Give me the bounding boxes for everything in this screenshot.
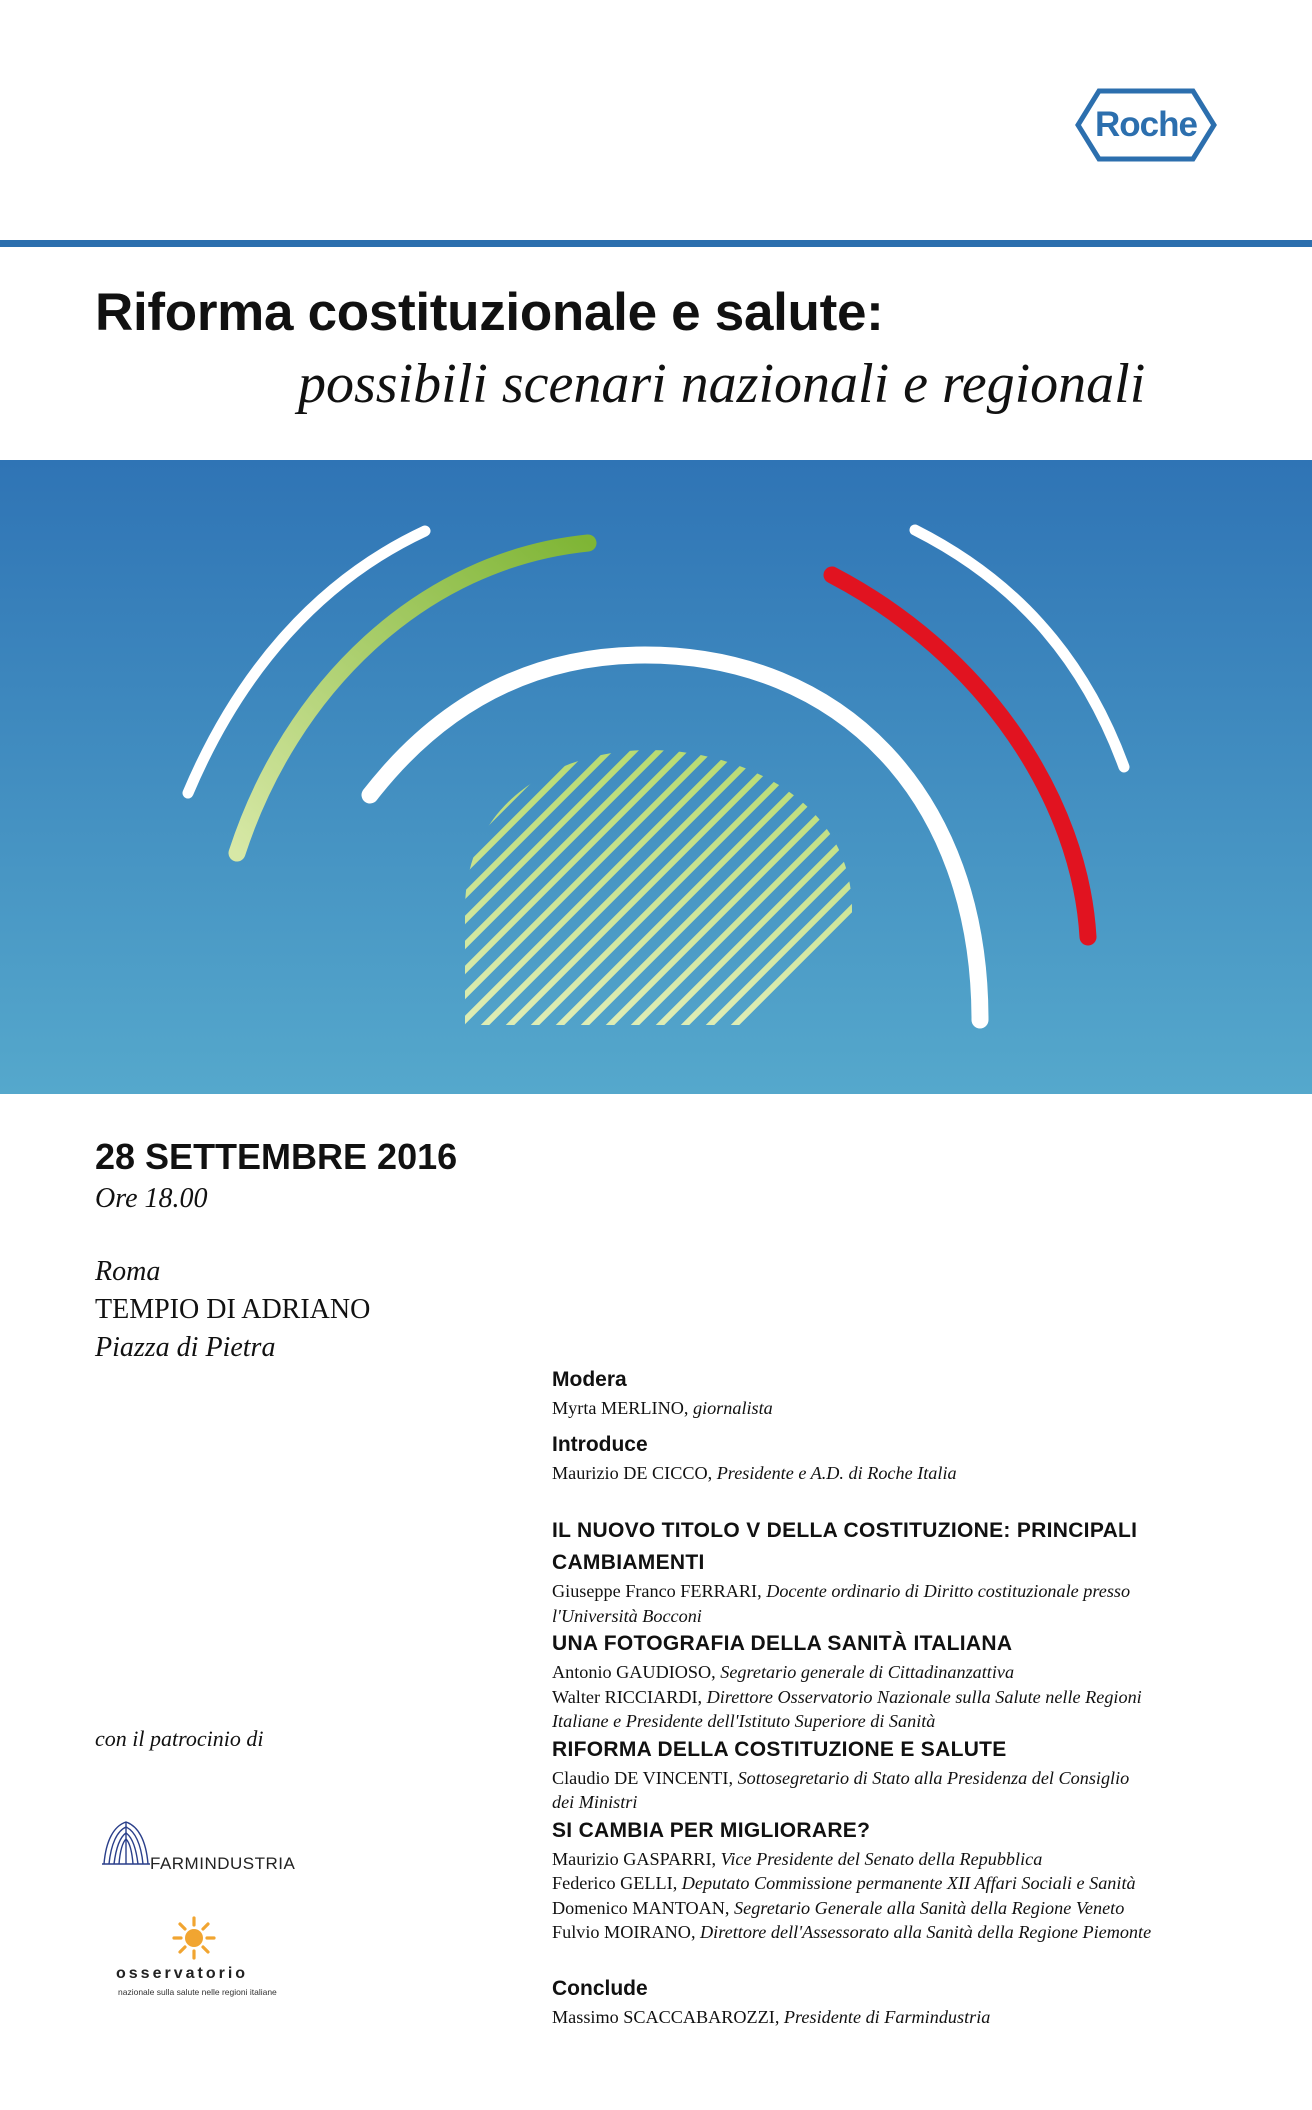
conclude-speaker: Massimo SCACCABAROZZI, Presidente di Farmindustria (552, 2006, 991, 2027)
page-subtitle: possibili scenari nazionali e regionali (298, 353, 1146, 415)
session-3-speaker-1-cont: dei Ministri (552, 1792, 638, 1812)
session-4-speaker-2: Federico GELLI, Deputato Commissione permanente XII Affari Sociali e Sanità (552, 1873, 1136, 1893)
introduce-speaker: Maurizio DE CICCO, Presidente e A.D. di Roche Italia (552, 1462, 957, 1483)
osservatorio-label: osservatorio (116, 1965, 249, 1982)
session-3-heading: RIFORMA DELLA COSTITUZIONE E SALUTE (552, 1737, 1007, 1761)
page-title: Riforma costituzionale e salute: (95, 283, 884, 342)
modera-heading: Modera (552, 1368, 627, 1391)
event-date: 28 SETTEMBRE 2016 (95, 1136, 458, 1177)
event-city: Roma (95, 1256, 161, 1287)
roche-logo-text: Roche (1095, 105, 1197, 144)
header-rule (0, 240, 1312, 247)
session-4-heading: SI CAMBIA PER MIGLIORARE? (552, 1818, 871, 1842)
program (552, 1364, 1272, 2029)
banner-illustration (0, 460, 1312, 1094)
introduce-heading: Introduce (552, 1432, 648, 1456)
session-3-speaker-1: Claudio DE VINCENTI, Sottosegretario di Stato alla Presidenza del Consiglio (552, 1767, 1130, 1788)
session-4-speaker-4: Fulvio MOIRANO, Direttore dell'Assessorato alla Sanità della Regione Piemonte (552, 1922, 1152, 1942)
modera-speaker: Myrta MERLINO, giornalista (552, 1398, 773, 1418)
conclude-heading: Conclude (552, 1976, 648, 2000)
session-2-heading: UNA FOTOGRAFIA DELLA SANITÀ ITALIANA (552, 1632, 1013, 1655)
session-1-heading-cont: CAMBIAMENTI (552, 1551, 705, 1574)
farmindustria-label: FARMINDUSTRIA (150, 1854, 296, 1873)
event-venue: TEMPIO DI ADRIANO (95, 1294, 371, 1325)
session-1-speaker-1-cont: l'Università Bocconi (552, 1605, 702, 1626)
osservatorio-tagline: nazionale sulla salute nelle regioni italiane (118, 1987, 277, 1997)
event-square: Piazza di Pietra (95, 1332, 276, 1363)
session-4-speaker-1: Maurizio GASPARRI, Vice Presidente del Senato della Repubblica (552, 1848, 1043, 1869)
roche-logo (1075, 88, 1217, 162)
patronage-label: con il patrocinio di (95, 1726, 264, 1751)
session-4-speaker-3: Domenico MANTOAN, Segretario Generale alla Sanità della Regione Veneto (552, 1897, 1125, 1918)
session-2-speaker-1: Antonio GAUDIOSO, Segretario generale di Cittadinanzattiva (552, 1662, 1015, 1682)
session-1-heading: IL NUOVO TITOLO V DELLA COSTITUZIONE: PRINCIPALI (552, 1519, 1138, 1542)
session-1-speaker-1: Giuseppe Franco FERRARI, Docente ordinario di Diritto costituzionale presso (552, 1581, 1131, 1601)
event-time: Ore 18.00 (95, 1183, 208, 1214)
session-2-speaker-2: Walter RICCIARDI, Direttore Osservatorio Nazionale sulla Salute nelle Regioni (552, 1686, 1142, 1707)
session-2-speaker-2-cont: Italiane e Presidente dell'Istituto Superiore di Sanità (552, 1711, 936, 1731)
